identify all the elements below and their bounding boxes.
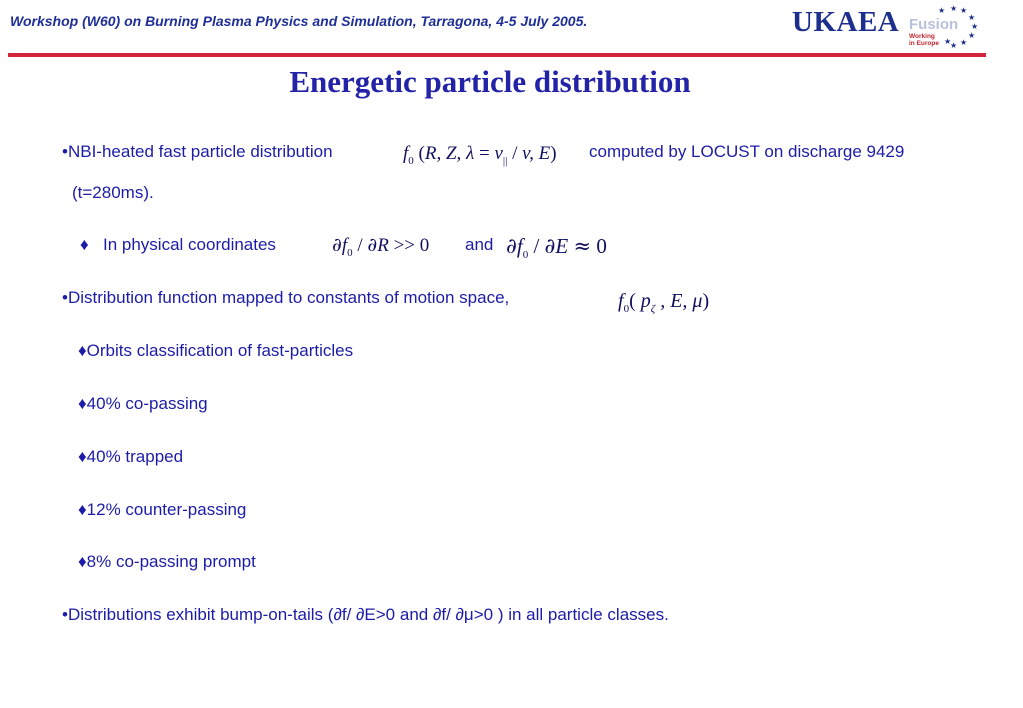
diamond-bullet-icon: ♦ [80,235,89,254]
list-item: ♦12% counter-passing [78,500,247,519]
logo-working-text: Working in Europe [909,33,939,47]
equation-df0-dR: $\partial f_0 / \partial R >> 0$ [332,234,430,259]
svg-text:★: ★ [944,37,952,46]
equation-f0-distribution: $f_0$ (R, Z, $\lambda = v_{||} / v$, E) [403,143,557,167]
logo-ukaea-text: UKAEA [792,6,900,38]
svg-text:★: ★ [960,38,968,47]
svg-text:★: ★ [938,6,946,15]
bullet-nbi-tail: computed by LOCUST on discharge 9429 [589,142,905,161]
equation-df0-dE: $\partial f_0 / \partial E \approx 0$ [506,234,607,262]
bullet-constants-of-motion: •Distribution function mapped to constants of motion space, [62,288,510,307]
logo-fusion-text: Fusion [909,16,959,33]
bullet-nbi-text: •NBI-heated fast particle distribution [62,142,333,161]
and-text: and [465,235,494,254]
svg-text:★: ★ [950,41,958,50]
bullet-bump-on-tails: •Distributions exhibit bump-on-tails (∂f/ ∂E>0 and ∂f/ ∂μ>0 ) in all particle classes. [62,605,669,624]
header-divider [8,53,986,57]
list-item: ♦40% trapped [78,447,184,466]
bullet-nbi-continuation: (t=280ms). [72,183,154,202]
svg-text:★: ★ [971,22,979,31]
svg-text:★: ★ [960,6,968,15]
physical-coordinates-text: In physical coordinates [103,235,276,254]
ukaea-fusion-logo [792,2,982,52]
equation-f0-constants: $f_0$( $p_\zeta$ , E, μ) [618,290,710,315]
workshop-header: Workshop (W60) on Burning Plasma Physics and Simulation, Tarragona, 4-5 July 2005. [10,13,588,29]
svg-text:★: ★ [950,4,958,13]
svg-text:★: ★ [968,13,976,22]
list-item: ♦8% co-passing prompt [78,552,256,571]
page-title: Energetic particle distribution [289,64,691,99]
list-item: ♦40% co-passing [78,394,208,413]
svg-text:★: ★ [968,31,976,40]
list-item: ♦Orbits classification of fast-particles [78,341,354,360]
eu-stars-icon [792,2,982,52]
